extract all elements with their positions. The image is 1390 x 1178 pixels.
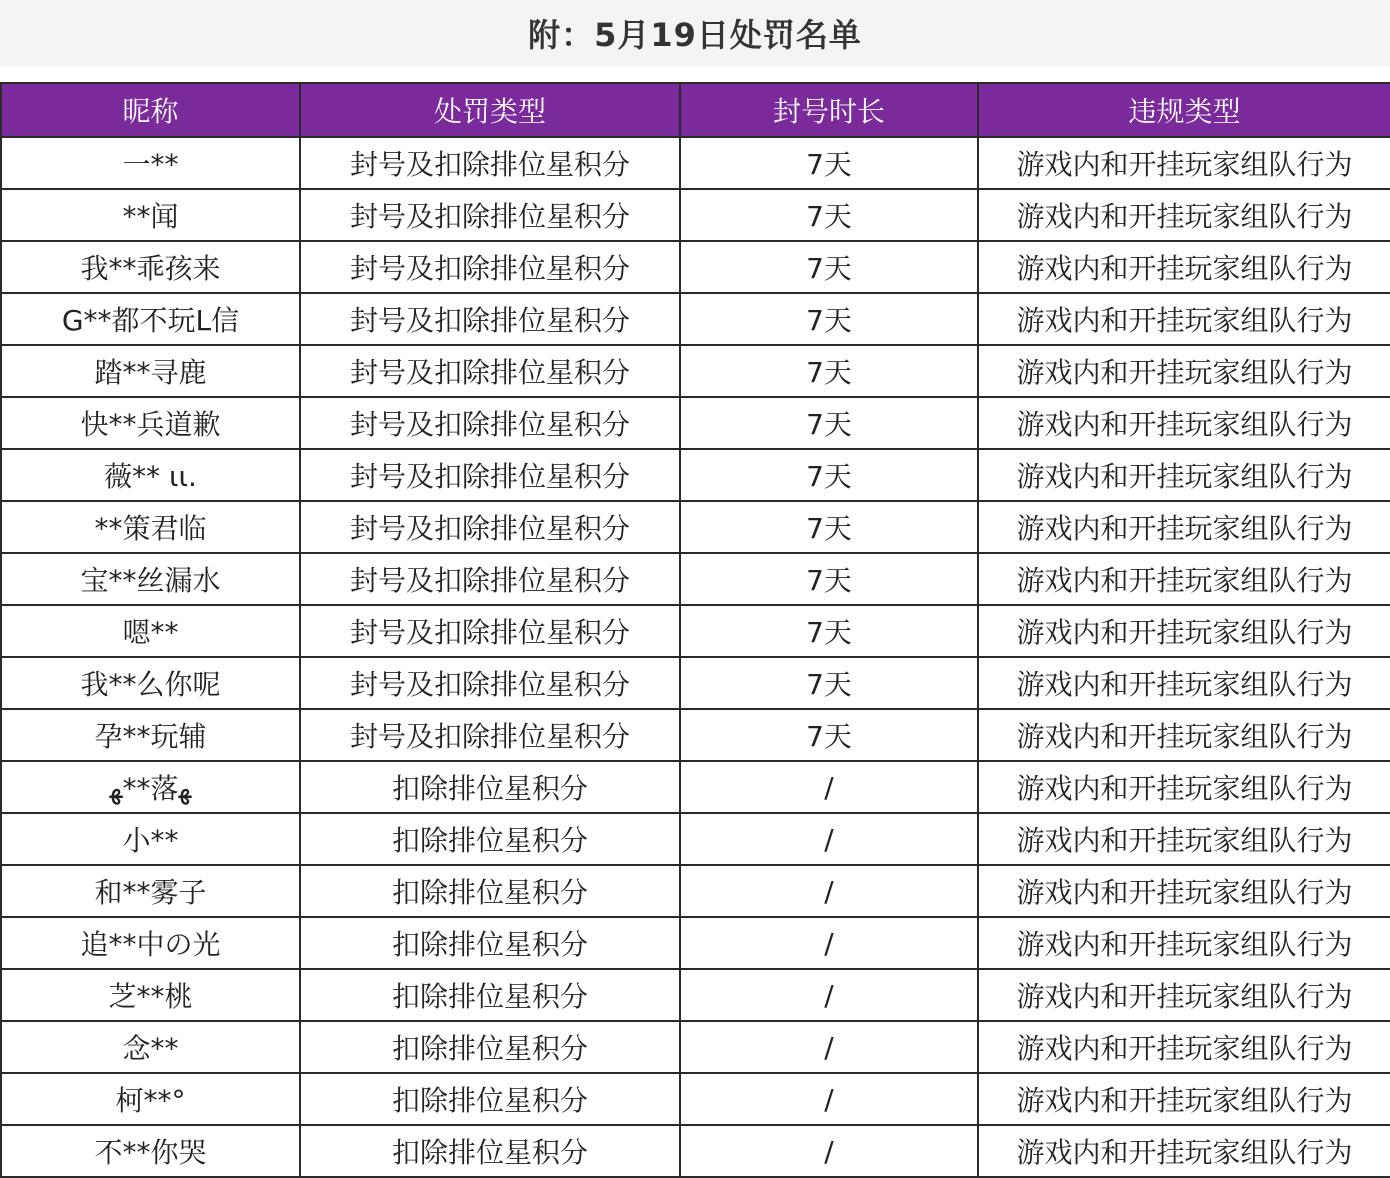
cell-ban-duration: 7天 [680,709,978,761]
cell-violation-type: 游戏内和开挂玩家组队行为 [978,1125,1390,1177]
table-row [1,657,1390,709]
cell-ban-duration: / [680,969,978,1021]
column-header-violation-type: 违规类型 [978,83,1390,137]
cell-violation-type: 游戏内和开挂玩家组队行为 [978,241,1390,293]
cell-violation-type: 游戏内和开挂玩家组队行为 [978,345,1390,397]
cell-nickname: 薇** ιι. [1,449,300,501]
cell-nickname: 我**乖孩来 [1,241,300,293]
cell-nickname: **闻 [1,189,300,241]
cell-ban-duration: / [680,761,978,813]
cell-violation-type: 游戏内和开挂玩家组队行为 [978,865,1390,917]
table-row [1,917,1390,969]
cell-ban-duration: 7天 [680,293,978,345]
column-header-ban-duration: 封号时长 [680,83,978,137]
table-row [1,501,1390,553]
table-row [1,553,1390,605]
cell-nickname: 快**兵道歉 [1,397,300,449]
cell-violation-type: 游戏内和开挂玩家组队行为 [978,605,1390,657]
table-row [1,605,1390,657]
cell-ban-duration: 7天 [680,137,978,189]
cell-nickname: 和**雾子 [1,865,300,917]
cell-penalty-type: 扣除排位星积分 [300,917,680,969]
cell-violation-type: 游戏内和开挂玩家组队行为 [978,189,1390,241]
cell-ban-duration: 7天 [680,449,978,501]
cell-ban-duration: 7天 [680,189,978,241]
cell-nickname: 我**么你呢 [1,657,300,709]
cell-penalty-type: 封号及扣除排位星积分 [300,137,680,189]
table-row [1,709,1390,761]
column-header-penalty-type: 处罚类型 [300,83,680,137]
table-header-row [1,83,1390,137]
cell-ban-duration: 7天 [680,553,978,605]
table-row [1,137,1390,189]
table-row [1,293,1390,345]
cell-violation-type: 游戏内和开挂玩家组队行为 [978,761,1390,813]
cell-ban-duration: 7天 [680,501,978,553]
cell-nickname: 踏**寻鹿 [1,345,300,397]
cell-penalty-type: 封号及扣除排位星积分 [300,449,680,501]
cell-penalty-type: 扣除排位星积分 [300,761,680,813]
table-row [1,813,1390,865]
cell-nickname: 孕**玩辅 [1,709,300,761]
cell-violation-type: 游戏内和开挂玩家组队行为 [978,553,1390,605]
cell-ban-duration: / [680,813,978,865]
cell-nickname: 小** [1,813,300,865]
cell-nickname: G**都不玩L信 [1,293,300,345]
cell-violation-type: 游戏内和开挂玩家组队行为 [978,917,1390,969]
cell-penalty-type: 扣除排位星积分 [300,813,680,865]
cell-violation-type: 游戏内和开挂玩家组队行为 [978,709,1390,761]
cell-violation-type: 游戏内和开挂玩家组队行为 [978,969,1390,1021]
cell-penalty-type: 封号及扣除排位星积分 [300,189,680,241]
cell-violation-type: 游戏内和开挂玩家组队行为 [978,1073,1390,1125]
cell-violation-type: 游戏内和开挂玩家组队行为 [978,137,1390,189]
cell-nickname: 追**中の光 [1,917,300,969]
cell-nickname: 柯**° [1,1073,300,1125]
cell-nickname: 不**你哭 [1,1125,300,1177]
table-row [1,189,1390,241]
cell-violation-type: 游戏内和开挂玩家组队行为 [978,813,1390,865]
cell-penalty-type: 封号及扣除排位星积分 [300,241,680,293]
table-row [1,1021,1390,1073]
page-title: 附：5月19日处罚名单 [528,16,862,54]
cell-penalty-type: 扣除排位星积分 [300,1073,680,1125]
cell-penalty-type: 封号及扣除排位星积分 [300,293,680,345]
cell-ban-duration: / [680,1021,978,1073]
cell-penalty-type: 封号及扣除排位星积分 [300,709,680,761]
cell-penalty-type: 封号及扣除排位星积分 [300,345,680,397]
cell-ban-duration: / [680,1073,978,1125]
penalty-table-container [0,82,1390,1178]
cell-ban-duration: 7天 [680,657,978,709]
cell-penalty-type: 封号及扣除排位星积分 [300,553,680,605]
cell-nickname: 念** [1,1021,300,1073]
cell-nickname: 嗯** [1,605,300,657]
column-header-nickname: 昵称 [1,83,300,137]
cell-ban-duration: 7天 [680,345,978,397]
cell-penalty-type: 封号及扣除排位星积分 [300,397,680,449]
cell-violation-type: 游戏内和开挂玩家组队行为 [978,397,1390,449]
cell-ban-duration: / [680,1125,978,1177]
table-row [1,397,1390,449]
cell-penalty-type: 扣除排位星积分 [300,1125,680,1177]
cell-penalty-type: 扣除排位星积分 [300,969,680,1021]
cell-ban-duration: 7天 [680,397,978,449]
table-row [1,969,1390,1021]
title-bar [0,0,1390,66]
cell-penalty-type: 封号及扣除排位星积分 [300,605,680,657]
cell-violation-type: 游戏内和开挂玩家组队行为 [978,293,1390,345]
cell-nickname: 一** [1,137,300,189]
cell-nickname: 宝**丝漏水 [1,553,300,605]
cell-penalty-type: 封号及扣除排位星积分 [300,501,680,553]
table-row [1,865,1390,917]
cell-ban-duration: 7天 [680,241,978,293]
table-row [1,1073,1390,1125]
table-row [1,449,1390,501]
penalty-table [0,82,1390,1178]
cell-violation-type: 游戏内和开挂玩家组队行为 [978,501,1390,553]
table-row [1,241,1390,293]
cell-nickname: **策君临 [1,501,300,553]
cell-ban-duration: / [680,865,978,917]
table-body [1,137,1390,1177]
cell-ban-duration: / [680,917,978,969]
cell-penalty-type: 扣除排位星积分 [300,865,680,917]
table-row [1,345,1390,397]
cell-penalty-type: 封号及扣除排位星积分 [300,657,680,709]
table-row [1,761,1390,813]
table-row [1,1125,1390,1177]
cell-violation-type: 游戏内和开挂玩家组队行为 [978,657,1390,709]
cell-ban-duration: 7天 [680,605,978,657]
cell-penalty-type: 扣除排位星积分 [300,1021,680,1073]
cell-nickname: ﻬ**落ﻬ [1,761,300,813]
cell-violation-type: 游戏内和开挂玩家组队行为 [978,1021,1390,1073]
cell-nickname: 芝**桃 [1,969,300,1021]
cell-violation-type: 游戏内和开挂玩家组队行为 [978,449,1390,501]
